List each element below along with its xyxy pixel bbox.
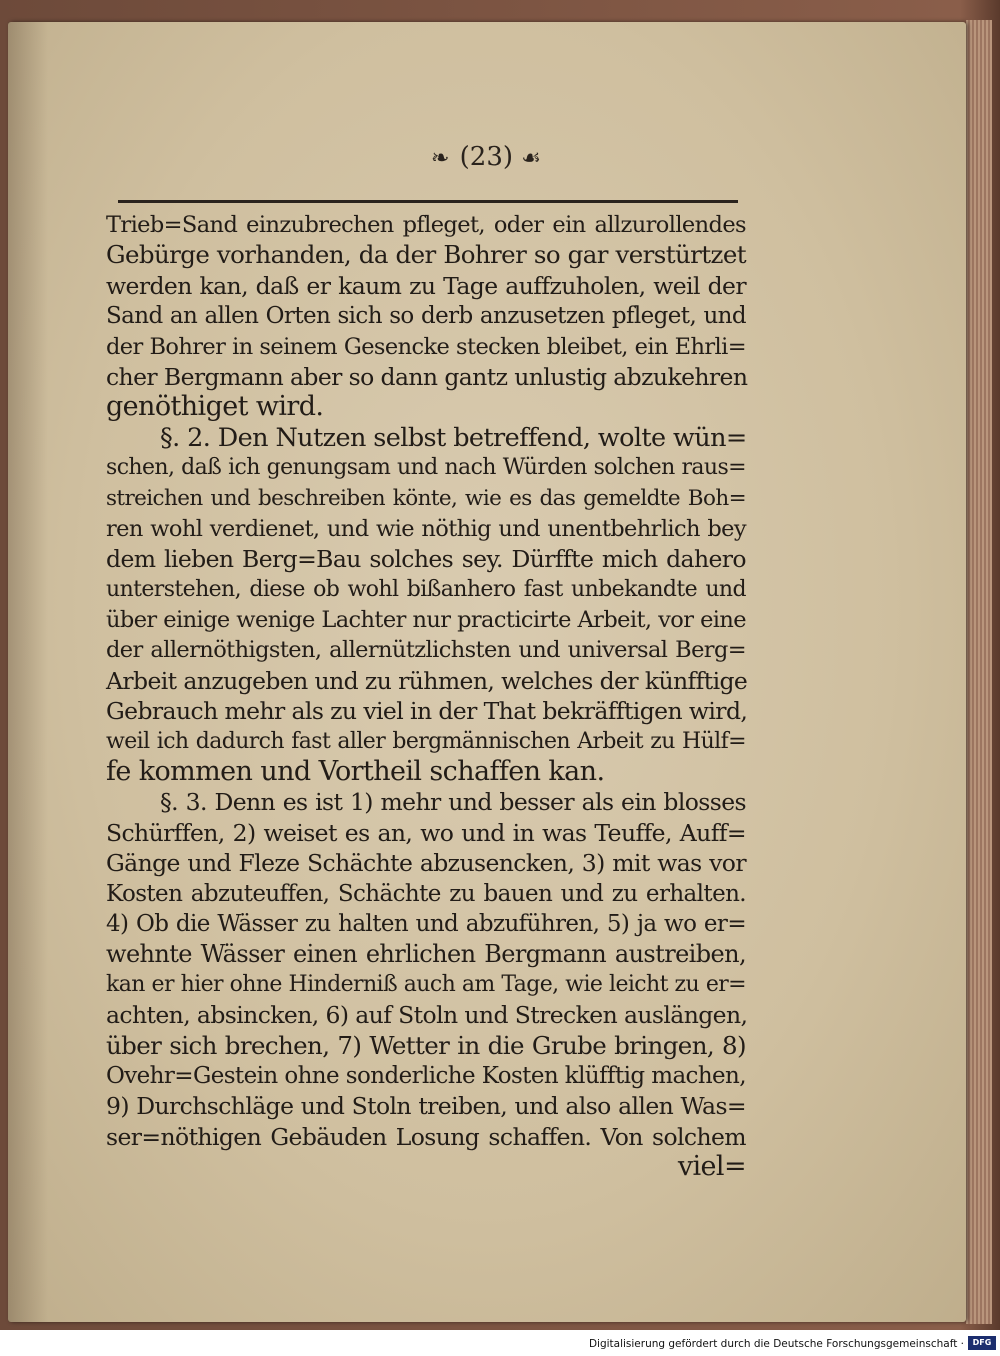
text-line: fe kommen und Vortheil schaffen kan. — [106, 756, 605, 788]
section-heading-line: §. 3. Denn es ist 1) mehr und besser als ein blosses — [160, 788, 746, 817]
page-edges — [966, 20, 992, 1324]
text-line: Trieb=Sand einzubrechen pfleget, oder ein allzurollendes — [106, 212, 746, 238]
page-number: (23) — [459, 142, 514, 172]
text-line: schen, daß ich genungsam und nach Würden solchen raus= — [106, 455, 746, 481]
text-line: ser=nöthigen Gebäuden Losung schaffen. Von solchem — [106, 1122, 746, 1151]
text-line: 4) Ob die Wässer zu halten und abzuführen, 5) ja wo er= — [106, 910, 746, 937]
text-line: Arbeit anzugeben und zu rühmen, welches der künfftige — [106, 666, 748, 695]
text-line: dem lieben Berg=Bau solches sey. Dürffte mich dahero — [106, 545, 746, 574]
text-line: der allernöthigsten, allernützlichsten und universal Berg= — [106, 637, 746, 664]
running-head — [8, 142, 966, 172]
text-line: cher Bergmann aber so dann gantz unlustig abzukehren — [106, 362, 748, 391]
ornament-right-icon: ☙ — [521, 146, 544, 171]
text-line: Sand an allen Orten sich so derb anzusetzen pfleget, und — [106, 303, 746, 330]
text-line: achten, absincken, 6) auf Stoln und Strecken auslängen, — [106, 1001, 748, 1030]
dfg-logo-icon: DFG — [968, 1336, 996, 1350]
text-line: weil ich dadurch fast aller bergmännischen Arbeit zu Hülf= — [106, 728, 746, 754]
catchword: viel= — [677, 1151, 746, 1183]
ornament-left-icon: ❧ — [430, 146, 452, 171]
head-rule — [118, 200, 738, 203]
text-line: unterstehen, diese ob wohl bißanhero fast unbekandte und — [106, 576, 746, 602]
text-line: über sich brechen, 7) Wetter in die Grube bringen, 8) — [106, 1030, 746, 1060]
text-line: 9) Durchschläge und Stoln treiben, und also allen Was= — [106, 1092, 746, 1121]
text-line: Gänge und Fleze Schächte abzusencken, 3) mit was vor — [106, 849, 746, 878]
text-line: Ovehr=Gestein ohne sonderliche Kosten klüfftig machen, — [106, 1062, 746, 1089]
book-page — [8, 22, 966, 1322]
text-line: Gebürge vorhanden, da der Bohrer so gar verstürtzet — [106, 240, 746, 270]
body-text — [106, 210, 746, 1183]
text-line: Kosten abzuteuffen, Schächte zu bauen und zu erhalten. — [106, 880, 746, 907]
text-line: über einige wenige Lachter nur practicirte Arbeit, vor eine — [106, 607, 746, 634]
footer-credit: Digitalisierung gefördert durch die Deutsche Forschungsgemeinschaft · — [588, 1338, 964, 1350]
footer — [0, 1330, 1000, 1356]
section-heading-line: §. 2. Den Nutzen selbst betreffend, wolte wün= — [160, 422, 747, 453]
text-line: Schürffen, 2) weiset es an, wo und in was Teuffe, Auff= — [106, 818, 746, 847]
text-line: streichen und beschreiben könte, wie es das gemeldte Boh= — [106, 485, 746, 511]
text-line: wehnte Wässer einen ehrlichen Bergmann austreiben, — [106, 940, 746, 969]
text-line: ren wohl verdienet, und wie nöthig und unentbehrlich bey — [106, 515, 746, 542]
text-line: werden kan, daß er kaum zu Tage auffzuholen, weil der — [106, 271, 746, 300]
text-line: Gebrauch mehr als zu viel in der That bekräfftigen wird, — [106, 697, 748, 726]
text-line: der Bohrer in seinem Gesencke stecken bleibet, ein Ehrli= — [106, 333, 746, 360]
text-line: kan er hier ohne Hinderniß auch am Tage, wie leicht zu er= — [106, 971, 746, 997]
text-line: genöthiget wird. — [106, 391, 324, 423]
